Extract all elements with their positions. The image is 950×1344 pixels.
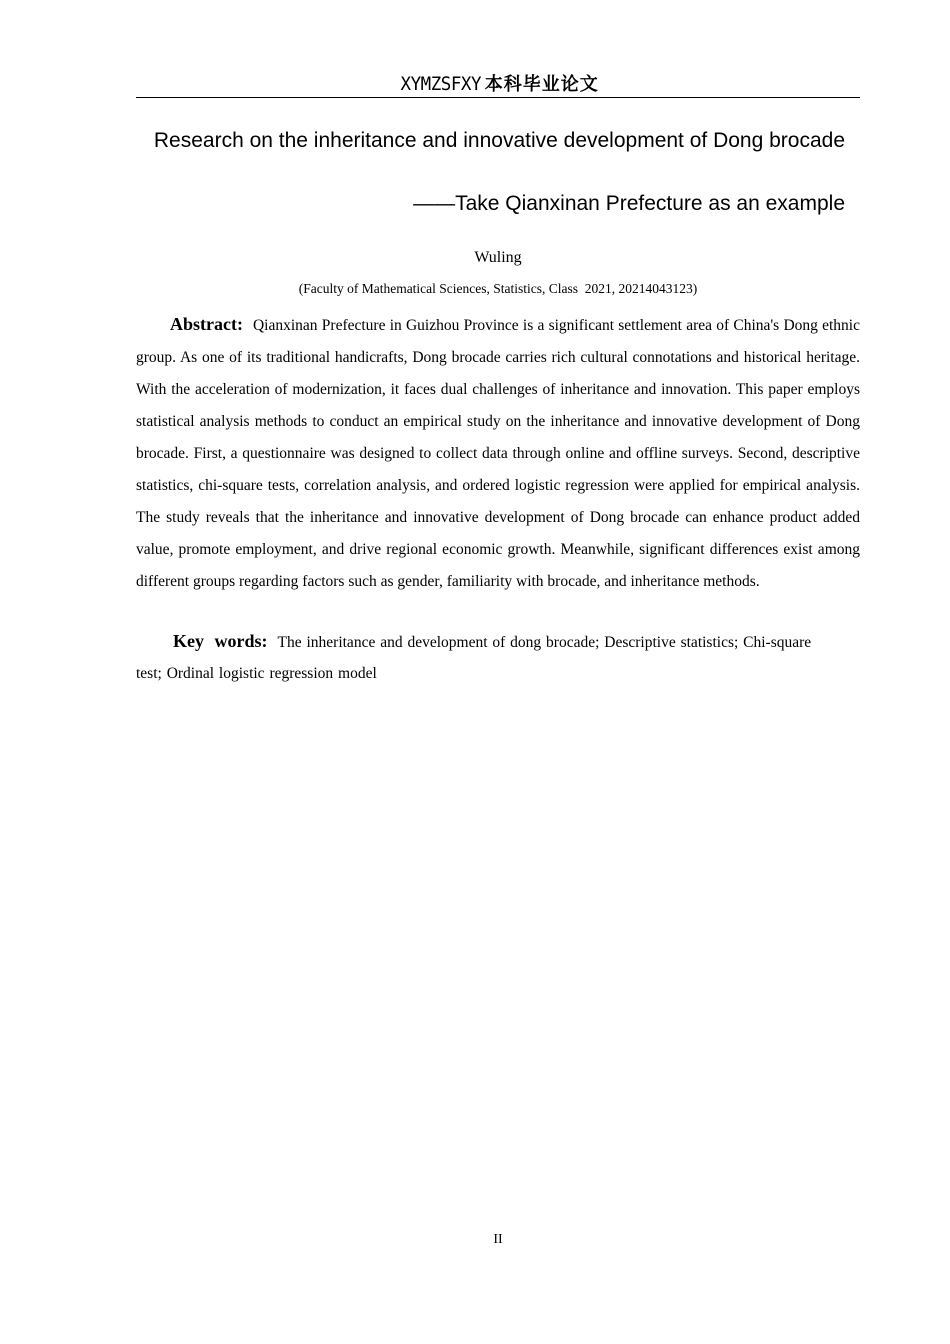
abstract-text: Qianxinan Prefecture in Guizhou Province is a significant settlement area of China's Dong ethnic group. As one of its traditional handicrafts, Dong brocade carries rich cultural connotations and historical heritage. With the acceleration of modernization, it faces dual challenges of inheritance and innovation. This paper employs statistical analysis methods to conduct an empirical study on the inheritance and innovative development of Dong brocade. First, a questionnaire was designed to collect data through online and offline surveys. Second, descriptive statistics, chi-square tests, correlation analysis, and ordered logistic regression were applied for empirical analysis. The study reveals that the inheritance and innovative development of Dong brocade can enhance product added value, promote employment, and drive regional economic growth. Meanwhile, significant differences exist among different groups regarding factors such as gender, familiarity with brocade, and inheritance methods. <box>136 317 860 590</box>
author-name: Wuling <box>474 249 522 266</box>
keywords-paragraph <box>136 626 821 689</box>
header-institution-code: XYMZSFXY <box>400 73 482 95</box>
author-affiliation: (Faculty of Mathematical Sciences, Statistics, Class 2021, 20214043123) <box>298 281 698 296</box>
abstract-label: Abstract: <box>170 314 243 334</box>
running-header <box>136 70 860 98</box>
page-number: II <box>493 1232 503 1247</box>
abstract-paragraph <box>136 308 860 598</box>
paper-subtitle: ——Take Qianxinan Prefecture as an example <box>413 192 845 215</box>
paper-title: Research on the inheritance and innovative development of Dong brocade <box>153 129 845 152</box>
keywords-label: Key words: <box>173 631 268 651</box>
header-thesis-label: 本科毕业论文 <box>484 74 599 95</box>
keywords-text: The inheritance and development of dong brocade; Descriptive statistics; Chi-square test; Ordinal logistic regression model <box>136 634 812 682</box>
